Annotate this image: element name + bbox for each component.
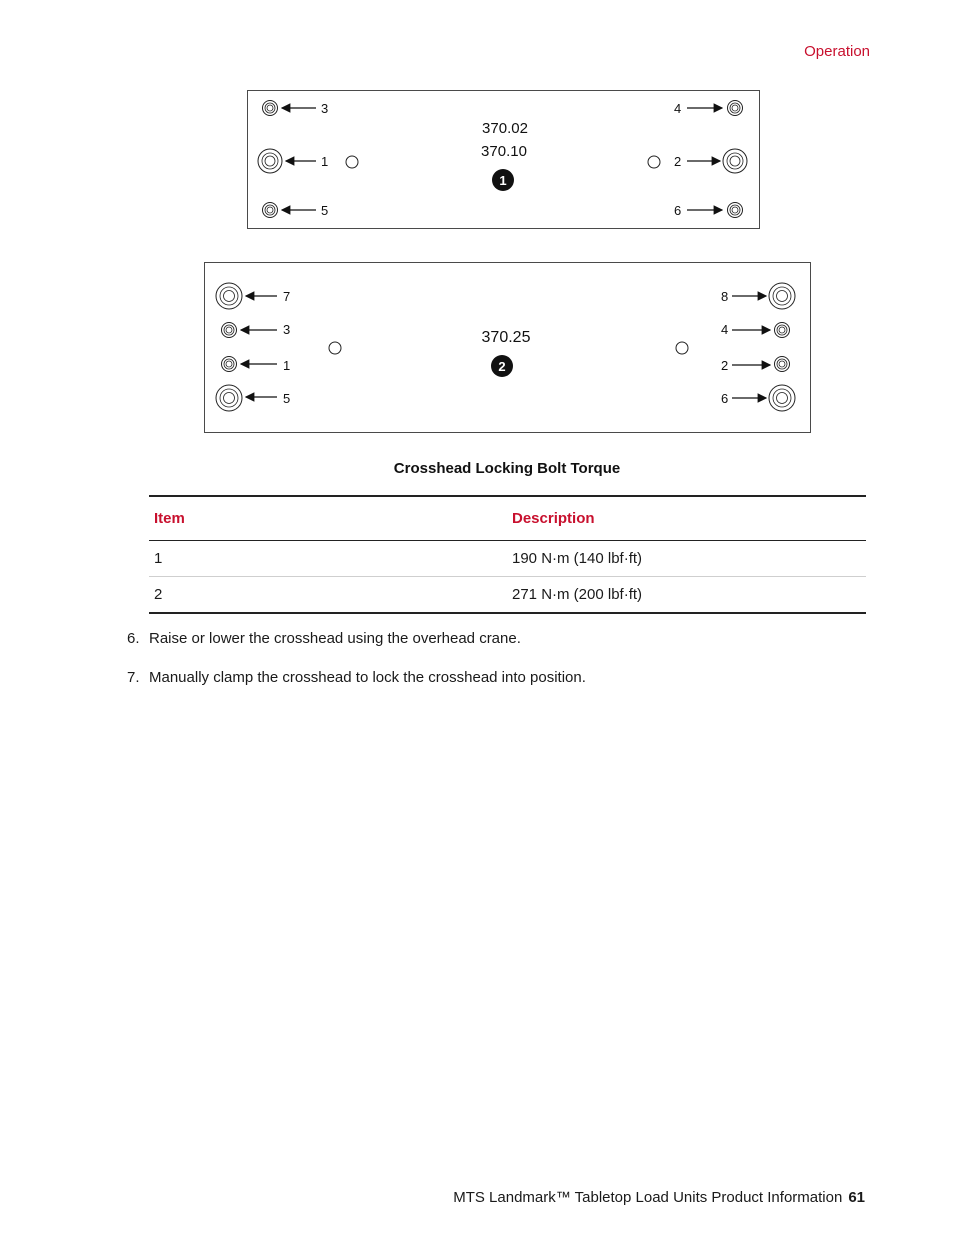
column-header-description: Description (512, 510, 595, 527)
torque-table (149, 495, 866, 614)
bolt-label-right-3: 2 (721, 358, 729, 373)
bolt-label-right-3: 6 (674, 203, 682, 218)
bolt-label-right-2: 2 (674, 154, 682, 169)
bolt-label-right-2: 4 (721, 322, 729, 337)
table-header-row (149, 496, 866, 541)
locating-hole-right (676, 342, 688, 354)
table-row (149, 541, 866, 577)
bolt-label-left-3: 1 (283, 358, 291, 373)
bolt-left-5 (263, 203, 317, 218)
bolt-left-1 (222, 357, 278, 372)
figure-caption: Crosshead Locking Bolt Torque (393, 460, 621, 477)
bolt-pattern-diagram-2 (205, 263, 810, 432)
page-number: 61 (848, 1189, 865, 1206)
step-number: 6. (127, 630, 140, 647)
part-number: 370.25 (481, 329, 531, 346)
bolt-right-2 (732, 357, 790, 372)
step-text: Manually clamp the crosshead to lock the crosshead into position. (149, 669, 586, 686)
bolt-pattern-figure-2 (204, 262, 811, 433)
bolt-left-5 (216, 385, 277, 411)
bolt-label-right-1: 8 (721, 289, 729, 304)
bolt-right-8 (732, 283, 795, 309)
bolt-pattern-diagram-1 (248, 91, 759, 228)
bolt-left-1 (258, 149, 316, 173)
cell-item: 2 (154, 586, 163, 603)
bolt-left-3 (263, 101, 317, 116)
bolt-right-6 (732, 385, 795, 411)
step-text: Raise or lower the crosshead using the overhead crane. (149, 630, 521, 647)
bolt-left-3 (222, 323, 278, 338)
locating-hole-left (346, 156, 358, 168)
bolt-left-7 (216, 283, 277, 309)
bolt-label-left-4: 5 (283, 391, 291, 406)
bolt-label-left-2: 1 (321, 154, 329, 169)
locating-hole-right (648, 156, 660, 168)
bolt-label-left-1: 3 (321, 101, 329, 116)
section-header: Operation (804, 43, 870, 60)
list-item (127, 669, 586, 688)
part-number-2: 370.10 (481, 143, 527, 160)
callout-number-1: 1 (499, 173, 507, 188)
bolt-right-4 (732, 323, 790, 338)
procedure-steps (127, 630, 586, 708)
list-item (127, 630, 586, 649)
part-number-1: 370.02 (482, 120, 528, 137)
bolt-label-left-1: 7 (283, 289, 291, 304)
bolt-right-4 (687, 101, 743, 116)
page-footer (453, 1189, 865, 1206)
bolt-right-6 (687, 203, 743, 218)
bolt-label-right-4: 6 (721, 391, 729, 406)
cell-item: 1 (154, 550, 163, 567)
document-title: MTS Landmark™ Tabletop Load Units Product Information (453, 1189, 843, 1206)
bolt-label-left-3: 5 (321, 203, 329, 218)
bolt-pattern-figure-1 (247, 90, 760, 229)
table-row (149, 577, 866, 614)
step-number: 7. (127, 669, 140, 686)
bolt-right-2 (687, 149, 747, 173)
cell-description: 190 N·m (140 lbf·ft) (512, 550, 643, 567)
locating-hole-left (329, 342, 341, 354)
column-header-item: Item (154, 510, 185, 527)
bolt-label-right-1: 4 (674, 101, 682, 116)
cell-description: 271 N·m (200 lbf·ft) (512, 586, 643, 603)
callout-number-2: 2 (498, 359, 506, 374)
bolt-label-left-2: 3 (283, 322, 291, 337)
